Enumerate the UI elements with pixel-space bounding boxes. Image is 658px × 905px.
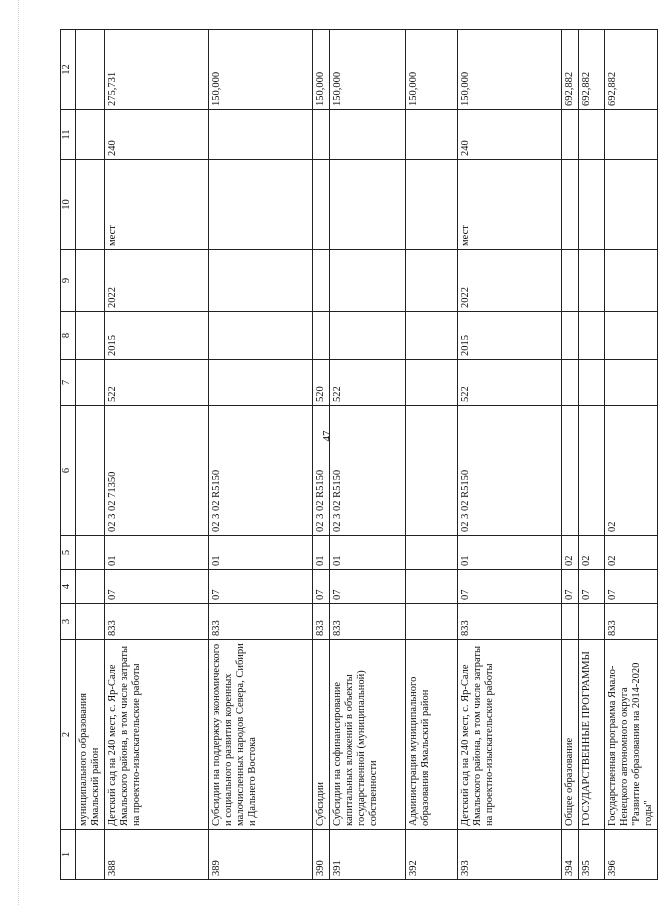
table-cell-col-9 — [605, 250, 658, 312]
table-cell-col-8 — [579, 312, 605, 360]
table-cell-col-1: 392 — [406, 830, 458, 880]
table-cell-col-8 — [562, 312, 579, 360]
table-cell-col-12: 275,731 — [105, 30, 209, 110]
table-cell-col-6: 02 3 02 R5150 — [313, 406, 330, 536]
table-cell-col-6 — [406, 406, 458, 536]
table-cell-col-4: 07 — [105, 570, 209, 604]
table-cell-col-10 — [313, 160, 330, 250]
table-cell-col-1: 394 — [562, 830, 579, 880]
page-number: 47 — [321, 430, 333, 442]
table-cell-col-7 — [605, 360, 658, 406]
table-cell-col-5: 01 — [105, 536, 209, 570]
table-cell-col-6: 02 3 02 R5150 — [458, 406, 562, 536]
table-cell-col-1: 389 — [209, 830, 313, 880]
table-row — [458, 30, 562, 880]
scan-edge — [18, 0, 20, 905]
table-cell-col-7: 520 — [313, 360, 330, 406]
col-header: 6 — [61, 406, 76, 536]
table-cell-col-2: Общее образование — [562, 640, 579, 830]
table-cell-col-3: 833 — [313, 604, 330, 640]
table-cell-col-6: 02 — [605, 406, 658, 536]
table-cell-col-11: 240 — [458, 110, 562, 160]
table-cell-col-8 — [76, 312, 105, 360]
table-cell-col-1: 390 — [313, 830, 330, 880]
table-cell-col-5: 02 — [605, 536, 658, 570]
table-cell-col-1: 396 — [605, 830, 658, 880]
table-cell-col-6 — [579, 406, 605, 536]
table-cell-col-11 — [579, 110, 605, 160]
table-cell-col-12: 150,000 — [458, 30, 562, 110]
table-cell-col-9 — [330, 250, 406, 312]
table-cell-col-4: 07 — [313, 570, 330, 604]
table-cell-col-4: 07 — [579, 570, 605, 604]
table-cell-col-5: 01 — [330, 536, 406, 570]
table-cell-col-3 — [579, 604, 605, 640]
table-cell-col-7: 522 — [330, 360, 406, 406]
table-cell-col-10 — [406, 160, 458, 250]
table-cell-col-10: мест — [105, 160, 209, 250]
table-cell-col-12: 150,000 — [330, 30, 406, 110]
table-cell-col-7 — [209, 360, 313, 406]
table-cell-col-10 — [579, 160, 605, 250]
table-cell-col-12: 692,882 — [562, 30, 579, 110]
table-cell-col-2: Администрация муниципального образования Ямальский район — [406, 640, 458, 830]
table-cell-col-7 — [406, 360, 458, 406]
table-cell-col-11 — [209, 110, 313, 160]
table-cell-col-12: 692,882 — [605, 30, 658, 110]
table-row — [105, 30, 209, 880]
table-cell-col-8: 2015 — [105, 312, 209, 360]
table-cell-col-7: 522 — [105, 360, 209, 406]
table-cell-col-6 — [562, 406, 579, 536]
table-cell-col-7: 522 — [458, 360, 562, 406]
table-cell-col-4 — [76, 570, 105, 604]
table-cell-col-10 — [562, 160, 579, 250]
table-body — [76, 30, 658, 880]
table-cell-col-12: 150,000 — [406, 30, 458, 110]
table-cell-col-4: 07 — [458, 570, 562, 604]
table-cell-col-9 — [76, 250, 105, 312]
table-cell-col-10 — [330, 160, 406, 250]
table-cell-col-10: мест — [458, 160, 562, 250]
table-cell-col-12 — [76, 30, 105, 110]
table-cell-col-12: 150,000 — [313, 30, 330, 110]
table-cell-col-11 — [406, 110, 458, 160]
table-cell-col-4: 07 — [605, 570, 658, 604]
table-cell-col-2: Государственная программа Ямало-Ненецкого автономного округа "Развитие образования на 2014-2020 годы" — [605, 640, 658, 830]
table-row — [209, 30, 313, 880]
table-cell-col-5: 01 — [458, 536, 562, 570]
table-cell-col-2: Детский сад на 240 мест, с. Яр-Сале Ямальского района, в том числе затраты на проектно-изыскательские работы — [458, 640, 562, 830]
table-cell-col-8: 2015 — [458, 312, 562, 360]
table-cell-col-2: ГОСУДАРСТВЕННЫЕ ПРОГРАММЫ — [579, 640, 605, 830]
table-cell-col-3: 833 — [105, 604, 209, 640]
table-cell-col-3: 833 — [330, 604, 406, 640]
table-cell-col-10 — [605, 160, 658, 250]
table-cell-col-1: 388 — [105, 830, 209, 880]
table-cell-col-11: 240 — [105, 110, 209, 160]
table-cell-col-8 — [605, 312, 658, 360]
table-cell-col-9: 2022 — [458, 250, 562, 312]
table-cell-col-11 — [313, 110, 330, 160]
col-header: 3 — [61, 604, 76, 640]
table-cell-col-6 — [76, 406, 105, 536]
table-cell-col-9 — [562, 250, 579, 312]
table-cell-col-2: Субсидии на поддержку экономического и социального развития коренных малочисленных народов Севера, Сибири и Дальнего Востока — [209, 640, 313, 830]
table-cell-col-6: 02 3 02 R5150 — [330, 406, 406, 536]
table-cell-col-6: 02 3 02 R5150 — [209, 406, 313, 536]
col-header: 7 — [61, 360, 76, 406]
table-cell-col-8 — [313, 312, 330, 360]
col-header: 9 — [61, 250, 76, 312]
table-cell-col-11 — [76, 110, 105, 160]
col-header: 4 — [61, 570, 76, 604]
table-cell-col-1: 391 — [330, 830, 406, 880]
table-row — [605, 30, 658, 880]
table-cell-col-10 — [209, 160, 313, 250]
table-cell-col-11 — [330, 110, 406, 160]
table-cell-col-7 — [76, 360, 105, 406]
col-header: 8 — [61, 312, 76, 360]
table-cell-col-5: 01 — [313, 536, 330, 570]
rotated-table-wrapper — [60, 30, 654, 880]
table-row — [562, 30, 579, 880]
table-row — [76, 30, 105, 880]
table-cell-col-9 — [313, 250, 330, 312]
table-cell-col-11 — [605, 110, 658, 160]
col-header: 1 — [61, 830, 76, 880]
table-cell-col-5 — [76, 536, 105, 570]
table-cell-col-1: 395 — [579, 830, 605, 880]
table-cell-col-8 — [406, 312, 458, 360]
table-row — [330, 30, 406, 880]
table-cell-col-3 — [562, 604, 579, 640]
table-cell-col-4 — [406, 570, 458, 604]
budget-table — [60, 29, 658, 880]
header-row — [61, 30, 76, 880]
col-header: 10 — [61, 160, 76, 250]
table-cell-col-3 — [406, 604, 458, 640]
table-row — [313, 30, 330, 880]
table-cell-col-3: 833 — [605, 604, 658, 640]
table-cell-col-3: 833 — [209, 604, 313, 640]
table-cell-col-5: 01 — [209, 536, 313, 570]
table-cell-col-7 — [562, 360, 579, 406]
table-stage — [60, 30, 654, 880]
table-cell-col-2: Детский сад на 240 мест, с. Яр-Сале Ямальского района, в том числе затраты на проектно-изыскательские работы — [105, 640, 209, 830]
table-cell-col-3 — [76, 604, 105, 640]
table-cell-col-3: 833 — [458, 604, 562, 640]
table-cell-col-9: 2022 — [105, 250, 209, 312]
table-cell-col-8 — [209, 312, 313, 360]
table-cell-col-5 — [406, 536, 458, 570]
table-cell-col-11 — [562, 110, 579, 160]
table-cell-col-4: 07 — [562, 570, 579, 604]
table-cell-col-4: 07 — [209, 570, 313, 604]
col-header: 11 — [61, 110, 76, 160]
table-cell-col-10 — [76, 160, 105, 250]
col-header: 2 — [61, 640, 76, 830]
table-cell-col-5: 02 — [579, 536, 605, 570]
table-row — [579, 30, 605, 880]
table-cell-col-1: 393 — [458, 830, 562, 880]
table-cell-col-9 — [209, 250, 313, 312]
table-cell-col-7 — [579, 360, 605, 406]
table-cell-col-2: муниципального образования Ямальский район — [76, 640, 105, 830]
table-cell-col-2: Субсидии — [313, 640, 330, 830]
col-header: 5 — [61, 536, 76, 570]
table-cell-col-6: 02 3 02 71350 — [105, 406, 209, 536]
table-cell-col-4: 07 — [330, 570, 406, 604]
table-cell-col-9 — [406, 250, 458, 312]
table-cell-col-8 — [330, 312, 406, 360]
table-cell-col-5: 02 — [562, 536, 579, 570]
table-cell-col-12: 150,000 — [209, 30, 313, 110]
table-cell-col-2: Субсидии на софинансирование капитальных вложений в объекты государственной (муниципальной) собственности — [330, 640, 406, 830]
table-row — [406, 30, 458, 880]
table-cell-col-1 — [76, 830, 105, 880]
table-cell-col-12: 692,882 — [579, 30, 605, 110]
table-cell-col-9 — [579, 250, 605, 312]
col-header: 12 — [61, 30, 76, 110]
